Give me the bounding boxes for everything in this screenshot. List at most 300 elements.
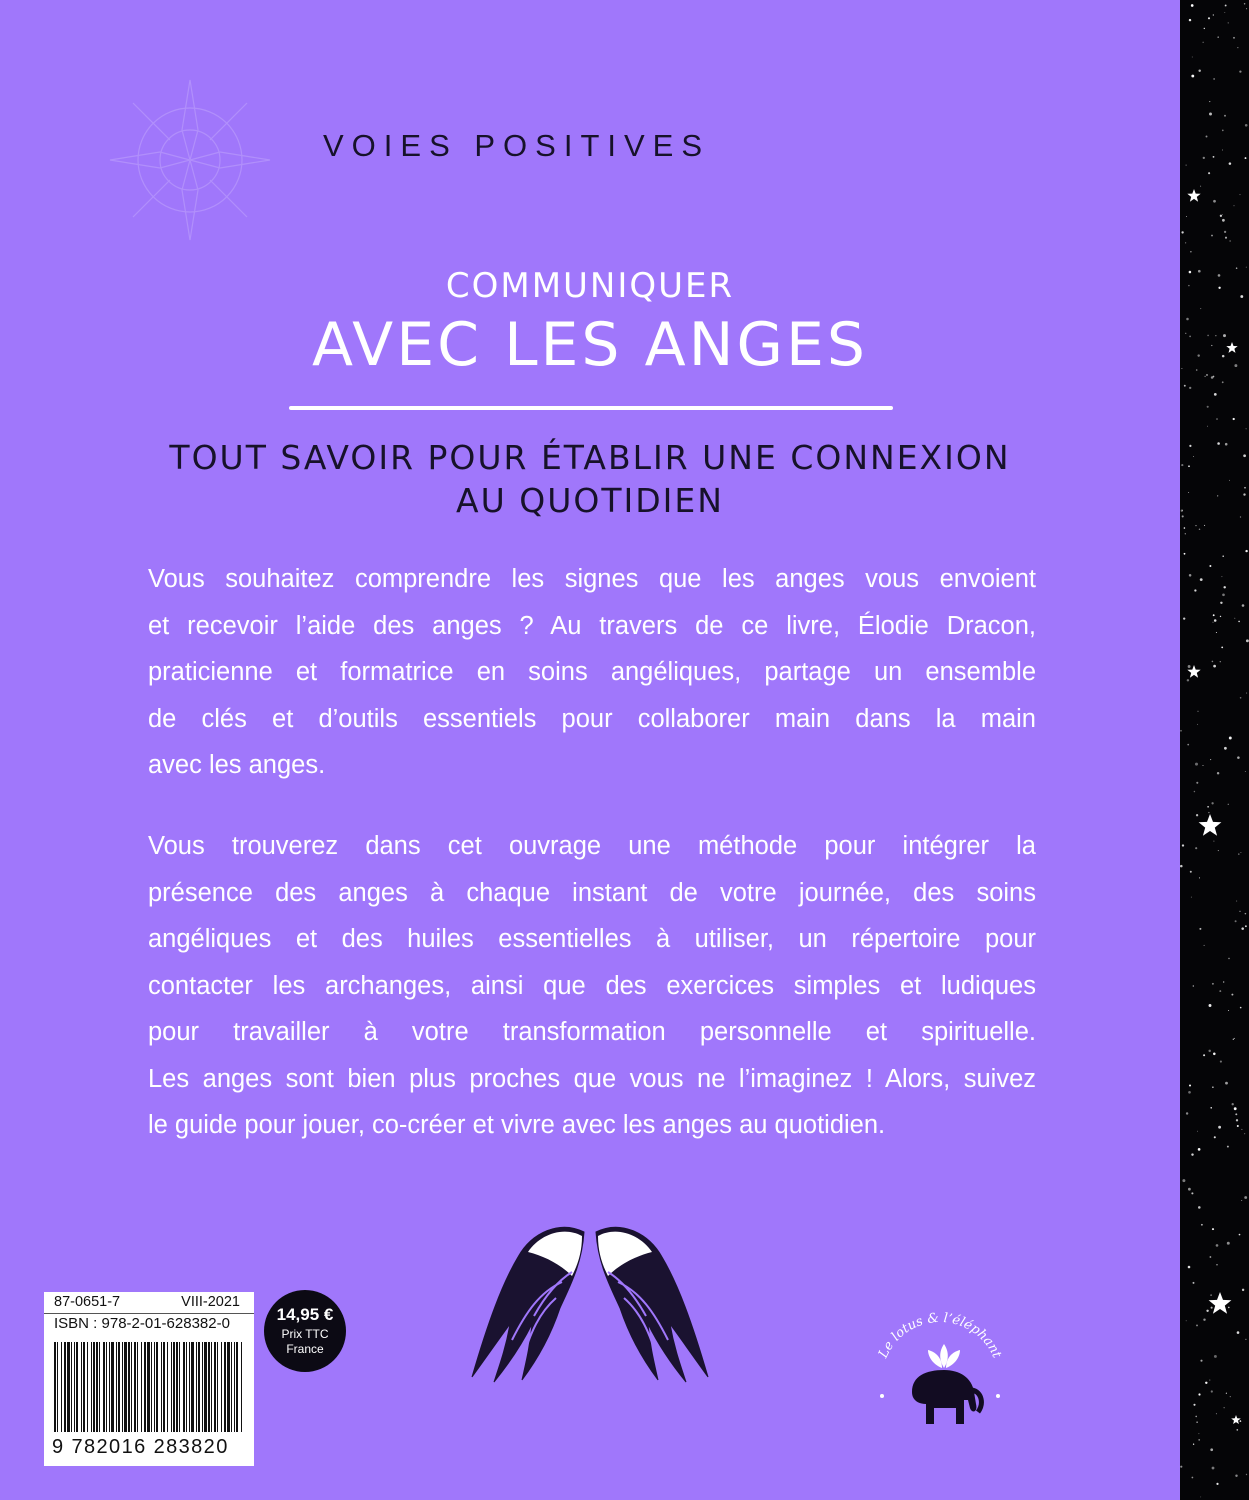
star-dot	[1239, 911, 1240, 912]
star-dot	[1243, 493, 1245, 495]
star-dot	[1191, 75, 1194, 78]
svg-text:Le lotus & l’éléphant	[876, 1311, 1005, 1362]
barcode-bar	[122, 1342, 123, 1432]
star-dot	[1228, 22, 1229, 23]
star-dot	[1210, 759, 1211, 760]
star-dot	[1200, 578, 1203, 581]
star-dot	[1207, 806, 1209, 808]
star-dot	[1198, 1433, 1199, 1434]
star-dot	[1220, 616, 1221, 617]
star-dot	[1212, 983, 1214, 985]
star-dot	[1224, 1407, 1225, 1408]
price-amount: 14,95 €	[276, 1305, 334, 1324]
star-dot	[1210, 1107, 1212, 1109]
star-dot	[1206, 1310, 1208, 1312]
paragraph-line: et recevoir l’aide des anges ? Au travers de ce livre, Élodie Dracon,	[148, 611, 1036, 640]
barcode-bar	[167, 1342, 168, 1432]
star-dot	[1191, 4, 1194, 7]
star-dot	[1185, 242, 1186, 243]
star-dot	[1214, 1136, 1216, 1138]
star-dot	[1224, 115, 1226, 117]
star-dot	[1225, 443, 1228, 446]
star-dot	[1237, 1125, 1239, 1127]
star-dot	[1222, 130, 1224, 132]
star-dot	[1215, 335, 1216, 336]
barcode-bar	[109, 1342, 110, 1432]
star-dot	[1246, 693, 1247, 694]
star-dot	[1222, 593, 1225, 596]
paragraph-line: le guide pour jouer, co-créer et vivre avec les anges au quotidien.	[148, 1111, 886, 1139]
barcode-bar	[71, 1342, 72, 1432]
star-dot	[1218, 850, 1219, 851]
star-dot	[1245, 913, 1247, 915]
star-dot	[1227, 1242, 1230, 1245]
star-dot	[1218, 287, 1220, 289]
barcode-bar	[191, 1342, 194, 1432]
star-dot	[1198, 1393, 1200, 1395]
star-dot	[1219, 990, 1221, 992]
star-dot	[1207, 335, 1209, 337]
star-dot	[1234, 618, 1235, 619]
angel-wings-icon	[460, 1212, 720, 1392]
star-dot	[1184, 553, 1186, 555]
star-dot	[1180, 730, 1182, 732]
star-dot	[1245, 771, 1246, 772]
barcode-header	[44, 1292, 254, 1312]
star-dot	[1211, 235, 1213, 237]
star-dot	[1195, 1416, 1197, 1418]
barcode-bar	[202, 1342, 203, 1432]
star-dot	[1196, 814, 1198, 816]
barcode-bar	[54, 1342, 56, 1432]
star-dot	[1244, 1133, 1245, 1134]
barcode-bar	[93, 1342, 95, 1432]
lotus-icon	[928, 1344, 960, 1368]
star-dot	[1211, 345, 1212, 346]
star-dot	[1198, 69, 1200, 71]
paragraph-line: avec les anges.	[148, 751, 326, 779]
star-dot	[1204, 376, 1205, 377]
star-dot	[1189, 271, 1192, 274]
star-dot	[1191, 1192, 1193, 1194]
star-dot	[1190, 871, 1192, 873]
barcode-bar	[236, 1342, 238, 1432]
star-dot	[1188, 492, 1189, 493]
star-dot	[1213, 14, 1214, 15]
star-dot	[1240, 852, 1241, 853]
subtitle-line-2: AU QUOTIDIEN	[456, 481, 724, 520]
paragraph-line: Les anges sont bien plus proches que vous ne l’imaginez ! Alors, suivez	[148, 1064, 1036, 1093]
star-dot	[1244, 1196, 1247, 1199]
star-dot	[1216, 632, 1217, 633]
star-dot	[1193, 1404, 1195, 1406]
star-dot	[1191, 1153, 1193, 1155]
star-dot	[1199, 877, 1200, 878]
barcode-bar	[163, 1342, 165, 1432]
star-dot	[1216, 1413, 1217, 1414]
star-dot	[1211, 802, 1213, 804]
barcode-bar	[67, 1342, 70, 1432]
star-dot	[1195, 847, 1197, 849]
barcode-bar	[76, 1342, 78, 1432]
star-dot	[1181, 464, 1183, 466]
star-dot	[1193, 1282, 1195, 1284]
star-dot	[1195, 763, 1198, 766]
star-dot	[1187, 744, 1189, 746]
barcode-bar	[128, 1342, 130, 1432]
star-dot	[1212, 661, 1214, 663]
barcode-bar	[64, 1342, 66, 1432]
barcode-bar	[208, 1342, 210, 1432]
barcode-bar	[196, 1342, 197, 1432]
star-dot	[1209, 565, 1211, 567]
star-dot	[1214, 393, 1217, 396]
star-dot	[1235, 1474, 1237, 1476]
star-dot	[1189, 1084, 1191, 1086]
publisher-name: Le lotus & l’éléphant	[875, 1310, 1005, 1361]
star-dot	[1200, 308, 1201, 309]
star-dot	[1189, 574, 1192, 577]
star-dot	[1232, 1103, 1234, 1105]
star-dot	[1236, 1429, 1238, 1431]
star-dot	[1203, 1054, 1205, 1056]
star-dot	[1246, 8, 1247, 9]
star-dot	[1183, 617, 1185, 619]
barcode-bar	[224, 1342, 226, 1432]
star-icon	[1209, 1292, 1232, 1314]
star-dot	[1203, 1318, 1205, 1320]
barcode-bar	[186, 1342, 187, 1432]
star-dot	[1210, 1294, 1212, 1296]
star-dot	[1244, 487, 1246, 489]
star-dot	[1206, 136, 1208, 138]
star-icon	[1187, 189, 1200, 202]
star-dot	[1200, 1496, 1201, 1497]
star-dot	[1245, 550, 1247, 552]
star-dot	[1229, 162, 1232, 165]
barcode-bar	[103, 1342, 105, 1432]
star-dot	[1213, 841, 1214, 842]
barcode-bar	[147, 1342, 150, 1432]
barcode-bar	[183, 1342, 185, 1432]
paragraph-line: Vous trouverez dans cet ouvrage une méthode pour intégrer la	[148, 832, 1036, 860]
star-dot	[1198, 1206, 1201, 1209]
star-dot	[1238, 853, 1239, 854]
star-dot	[1245, 157, 1247, 159]
price-label: Prix TTC	[281, 1327, 329, 1341]
star-dot	[1233, 205, 1234, 206]
star-dot	[1217, 772, 1219, 774]
barcode-bar	[106, 1342, 107, 1432]
star-dot	[1199, 529, 1201, 531]
star-dot	[1209, 1380, 1210, 1381]
barcode-bar	[241, 1342, 242, 1432]
star-dot	[1204, 525, 1205, 526]
barcode-bar	[111, 1342, 114, 1432]
star-dot	[1197, 724, 1198, 725]
star-dot	[1198, 270, 1201, 273]
star-dot	[1236, 901, 1237, 902]
star-dot	[1245, 124, 1248, 127]
barcode-bar	[74, 1342, 75, 1432]
star-dot	[1233, 1039, 1234, 1040]
star-dot	[1196, 369, 1198, 371]
star-dot	[1185, 533, 1186, 534]
print-date: VIII-2021	[181, 1294, 240, 1310]
star-dot	[1196, 1422, 1197, 1423]
star-dot	[1190, 251, 1191, 252]
star-dot	[1226, 1393, 1227, 1394]
star-dot	[1193, 1444, 1194, 1445]
star-dot	[1222, 381, 1224, 383]
star-dot	[1210, 1448, 1213, 1451]
mandala-ornament-icon	[100, 70, 280, 250]
star-dot	[1209, 113, 1212, 116]
subtitle	[0, 436, 1180, 522]
star-icon	[1226, 342, 1237, 353]
paragraph-line: présence des anges à chaque instant de votre journée, des soins	[148, 878, 1036, 907]
star-dot	[1239, 1234, 1241, 1236]
star-dot	[1216, 1244, 1219, 1247]
star-dot	[1246, 267, 1247, 268]
star-dot	[1225, 1082, 1228, 1085]
star-dot	[1204, 945, 1205, 946]
collection-name: VOIES POSITIVES	[323, 128, 711, 163]
star-dot	[1213, 78, 1214, 79]
paragraph-line: Vous souhaitez comprendre les signes que les anges vous envoient	[148, 565, 1036, 593]
star-dot	[1186, 216, 1187, 217]
star-dot	[1223, 586, 1225, 588]
star-dot	[1234, 1107, 1237, 1110]
star-dot	[1225, 5, 1227, 7]
star-dot	[1224, 231, 1226, 233]
star-dot	[1240, 1007, 1242, 1009]
star-dot	[1209, 101, 1210, 102]
star-dot	[1198, 1439, 1200, 1441]
barcode-bar	[173, 1342, 175, 1432]
star-dot	[1222, 555, 1223, 556]
star-dot	[1240, 697, 1242, 699]
star-dot	[1233, 418, 1235, 420]
barcode-bar	[227, 1342, 230, 1432]
star-dot	[1235, 1113, 1237, 1115]
star-dot	[1212, 1228, 1214, 1230]
star-dot	[1203, 765, 1204, 766]
star-dot	[1188, 465, 1190, 467]
paragraph-line: pour travailler à votre transformation personnelle et spirituelle.	[148, 1018, 1036, 1046]
star-dot	[1196, 1324, 1198, 1326]
barcode-bar	[134, 1342, 136, 1432]
star-dot	[1181, 231, 1183, 233]
star-dot	[1212, 1467, 1215, 1470]
price-badge	[264, 1290, 346, 1372]
star-dot	[1246, 639, 1249, 642]
star-dot	[1245, 1339, 1246, 1340]
star-dot	[1191, 897, 1192, 898]
star-dot	[1204, 28, 1205, 29]
star-dot	[1239, 194, 1240, 195]
star-dot	[1207, 406, 1209, 408]
barcode-bar	[81, 1342, 82, 1432]
star-icon	[1199, 814, 1222, 836]
barcode-bar	[151, 1342, 152, 1432]
barcode-bar	[161, 1342, 162, 1432]
star-dot	[1213, 614, 1215, 616]
star-dot	[1188, 285, 1189, 286]
star-dot	[1228, 804, 1229, 805]
star-dot	[1216, 1483, 1218, 1485]
star-dot	[1229, 737, 1232, 740]
star-dot	[1241, 927, 1244, 930]
description-paragraph-1	[148, 556, 1036, 789]
star-dot	[1186, 318, 1189, 321]
star-dot	[1194, 589, 1196, 591]
barcode-bars	[52, 1342, 246, 1434]
star-dot	[1241, 1129, 1242, 1130]
star-dot	[1223, 334, 1226, 337]
star-dot	[1217, 442, 1220, 445]
star-dot	[1193, 456, 1194, 457]
star-dot	[1241, 1200, 1242, 1201]
star-dot	[1194, 791, 1196, 793]
star-dot	[1242, 604, 1245, 607]
star-dot	[1192, 57, 1193, 58]
star-dot	[1196, 782, 1198, 784]
barcode-bar	[171, 1342, 172, 1432]
star-dot	[1213, 1053, 1216, 1056]
star-dot	[1240, 295, 1243, 298]
barcode-bar	[57, 1342, 58, 1432]
star-dot	[1240, 1420, 1242, 1422]
star-dot	[1182, 510, 1183, 511]
star-dot	[1203, 42, 1204, 43]
star-dot	[1220, 602, 1222, 604]
star-dot	[1213, 622, 1214, 623]
star-dot	[1188, 665, 1191, 668]
star-dot	[1220, 215, 1222, 217]
star-dot	[1180, 1466, 1182, 1468]
star-dot	[1221, 646, 1223, 648]
star-dot	[1224, 747, 1227, 750]
barcode-bar	[221, 1342, 222, 1432]
dot-icon	[880, 1394, 884, 1398]
isbn: ISBN : 978-2-01-628382-0	[54, 1315, 230, 1332]
star-dot	[1182, 515, 1184, 517]
star-dot	[1220, 1061, 1222, 1063]
star-dot	[1240, 516, 1241, 517]
price-country: France	[286, 1342, 324, 1356]
star-dot	[1182, 844, 1184, 846]
paragraph-line: de clés et d’outils essentiels pour collaborer main dans la main	[148, 704, 1036, 733]
subtitle-line-1: TOUT SAVOIR POUR ÉTABLIR UNE CONNEXION	[169, 438, 1011, 477]
barcode-bar	[231, 1342, 232, 1432]
star-dot	[1222, 214, 1223, 215]
description-paragraph-2	[148, 823, 1036, 1149]
barcode-bar	[99, 1342, 100, 1432]
star-dot	[1208, 812, 1209, 813]
star-dot	[1186, 1320, 1187, 1321]
star-dot	[1243, 454, 1246, 457]
star-dot	[1222, 219, 1225, 222]
star-dot	[1222, 355, 1225, 358]
star-dot	[1218, 274, 1221, 277]
star-dot	[1228, 1010, 1229, 1011]
star-dot	[1217, 36, 1219, 38]
barcode-bar	[217, 1342, 218, 1432]
star-dot	[1200, 186, 1201, 187]
barcode-bar	[234, 1342, 235, 1432]
barcode-bar	[154, 1342, 155, 1432]
star-dot	[1213, 156, 1215, 158]
barcode-bar	[83, 1342, 85, 1432]
star-dot	[1186, 1112, 1188, 1114]
barcode-bar	[144, 1342, 146, 1432]
star-dot	[1212, 1087, 1213, 1088]
star-icon	[1231, 1415, 1241, 1424]
star-dot	[1227, 1146, 1229, 1148]
star-dot	[1220, 661, 1221, 662]
star-dot	[1236, 267, 1238, 269]
star-dot	[1208, 17, 1210, 19]
star-dot	[1246, 428, 1247, 429]
barcode-bar	[179, 1342, 180, 1432]
star-dot	[1213, 200, 1216, 203]
star-dot	[1201, 1224, 1203, 1226]
star-dot	[1216, 418, 1218, 420]
barcode-bar	[189, 1342, 190, 1432]
star-dot	[1189, 445, 1191, 447]
star-dot	[1208, 172, 1210, 174]
barcode-bar	[176, 1342, 178, 1432]
star-dot	[1214, 619, 1217, 622]
star-dot	[1211, 1307, 1213, 1309]
barcode-bar	[61, 1342, 62, 1432]
star-dot	[1244, 3, 1246, 5]
star-dot	[1242, 1289, 1244, 1291]
star-dot	[1238, 621, 1240, 623]
paragraph-line: praticienne et formatrice en soins angéliques, partage un ensemble	[148, 658, 1036, 686]
dot-icon	[996, 1394, 1000, 1398]
internal-code: 87-0651-7	[54, 1294, 121, 1310]
star-dot	[1186, 165, 1187, 166]
star-dot	[1192, 1477, 1194, 1479]
star-dot	[1237, 756, 1240, 759]
star-dot	[1185, 333, 1186, 334]
star-dot	[1235, 920, 1237, 922]
star-dot	[1231, 994, 1233, 996]
barcode-bar	[116, 1342, 117, 1432]
star-dot	[1184, 385, 1186, 387]
star-dot	[1216, 1264, 1217, 1265]
barcode-bar	[211, 1342, 212, 1432]
star-dot	[1234, 364, 1237, 367]
star-dot	[1228, 1307, 1230, 1309]
elephant-icon	[912, 1370, 981, 1424]
star-dot	[1209, 1004, 1212, 1007]
star-dot	[1210, 1256, 1212, 1258]
paragraph-line: angéliques et des huiles essentielles à utiliser, un répertoire pour	[148, 925, 1036, 953]
star-dot	[1181, 368, 1182, 369]
star-dot	[1225, 237, 1227, 239]
star-dot	[1211, 1390, 1213, 1392]
star-dot	[1188, 1188, 1191, 1191]
barcode-bar	[198, 1342, 200, 1432]
star-dot	[1237, 47, 1238, 48]
star-dot	[1228, 958, 1229, 959]
barcode-bar	[96, 1342, 98, 1432]
barcode-box	[44, 1292, 254, 1466]
star-dot	[1239, 70, 1241, 72]
